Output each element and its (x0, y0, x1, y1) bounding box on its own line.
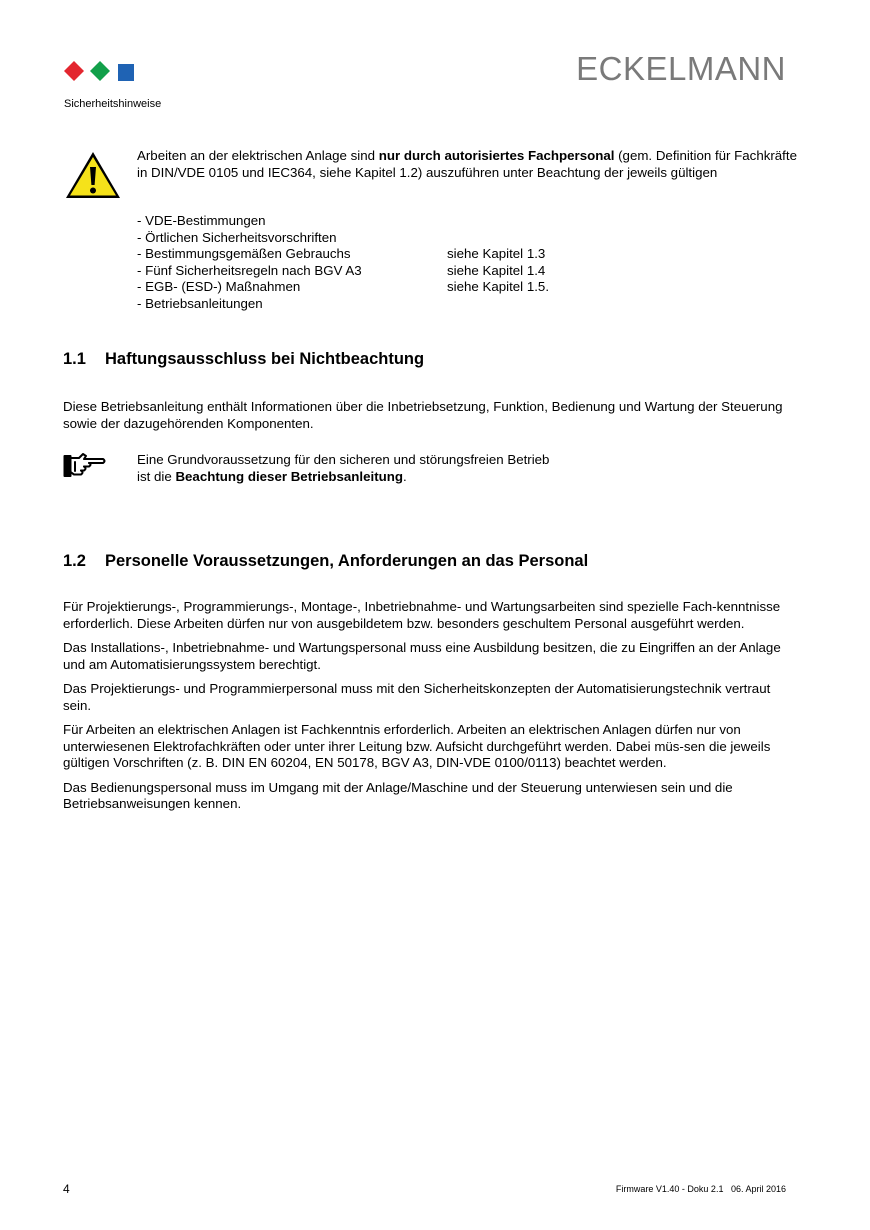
paragraph: Das Bedienungspersonal muss im Umgang mit der Anlage/Maschine und der Steuerung unterwiesen sein und die Betriebsanweisungen kennen. (63, 779, 733, 811)
chapter-reference: siehe Kapitel 1.4 (447, 262, 546, 278)
paragraph: Das Installations-, Inbetriebnahme- und Wartungspersonal muss eine Ausbildung besitzen, die zu Eingriffen an der Anlage und am Automatisierungssystem berechtigt. (63, 640, 781, 672)
section-label: Sicherheitshinweise (64, 98, 162, 110)
regulations-list (137, 213, 797, 312)
list-item: - EGB- (ESD-) Maßnahmen siehe Kapitel 1.5. (137, 279, 550, 294)
list-item: - VDE-Bestimmungen (137, 213, 266, 228)
eckelmann-logo-marks (62, 58, 136, 84)
page-number: 4 (63, 1182, 70, 1196)
section-heading-1-1: 1.1 Haftungsausschluss bei Nichtbeachtung (63, 350, 425, 368)
list-item: - Fünf Sicherheitsregeln nach BGV A3 siehe Kapitel 1.4 (137, 262, 546, 278)
chapter-reference: siehe Kapitel 1.5. (447, 279, 550, 294)
section-1-1-paragraph: Diese Betriebsanleitung enthält Informationen über die Inbetriebsetzung, Funktion, Bedienung und Wartung der Steuerung sowie der dazugehörenden Komponenten. (63, 399, 783, 431)
logo-red-diamond (64, 61, 84, 81)
chapter-reference: siehe Kapitel 1.3 (447, 246, 546, 261)
warning-triangle-icon (64, 150, 122, 200)
paragraph: Für Projektierungs-, Programmierungs-, Montage-, Inbetriebnahme- und Wartungsarbeiten sind spezielle Fach-kenntnisse erforderlich. Diese Arbeiten dürfen nur von ausgebildetem bzw. besonders geschultem Personal ausgeführt werden. (63, 599, 781, 631)
logo-blue-square (118, 64, 134, 81)
footer-doc-info: Firmware V1.40 - Doku 2.1 06. April 2016 (615, 1184, 786, 1194)
brand-logo-text: ECKELMANN (576, 50, 786, 87)
paragraph: Für Arbeiten an elektrischen Anlagen ist Fachkenntnis erforderlich. Arbeiten an elektrischen Anlagen dürfen nur von unterwiesenen Elektrofachkräften oder unter ihrer Leitung bzw. Aufsicht durchgeführt werden. Dabei müs-sen die jeweils gültigen Vorschriften (z. B. DIN EN 60204, EN 50178, BGV A3, DIN-VDE 0100/0113) beachtet werden. (63, 722, 771, 770)
paragraph: Das Projektierungs- und Programmierpersonal muss mit den Sicherheitskonzepten der Automatisierungstechnik vertraut sein. (63, 681, 771, 713)
logo-green-diamond (90, 61, 110, 81)
section-heading-1-2: 1.2 Personelle Voraussetzungen, Anforderungen an das Personal (63, 552, 589, 570)
list-item: - Örtlichen Sicherheitsvorschriften (137, 229, 337, 245)
list-item: - Bestimmungsgemäßen Gebrauchs siehe Kapitel 1.3 (137, 246, 546, 261)
pointing-hand-icon (63, 452, 107, 480)
section-1-2-body (63, 599, 791, 821)
warning-text: Arbeiten an der elektrischen Anlage sind nur durch autorisiertes Fachpersonal (gem. Definition für Fachkräfte in DIN/VDE 0105 und IEC364, siehe Kapitel 1.2) auszuführen unter Beachtung der jeweils gültigen (137, 148, 797, 180)
hint-text: Eine Grundvoraussetzung für den sicheren und störungsfreien Betrieb ist die Beachtung dieser Betriebsanleitung. (137, 452, 550, 484)
list-item: - Betriebsanleitungen (137, 295, 263, 311)
